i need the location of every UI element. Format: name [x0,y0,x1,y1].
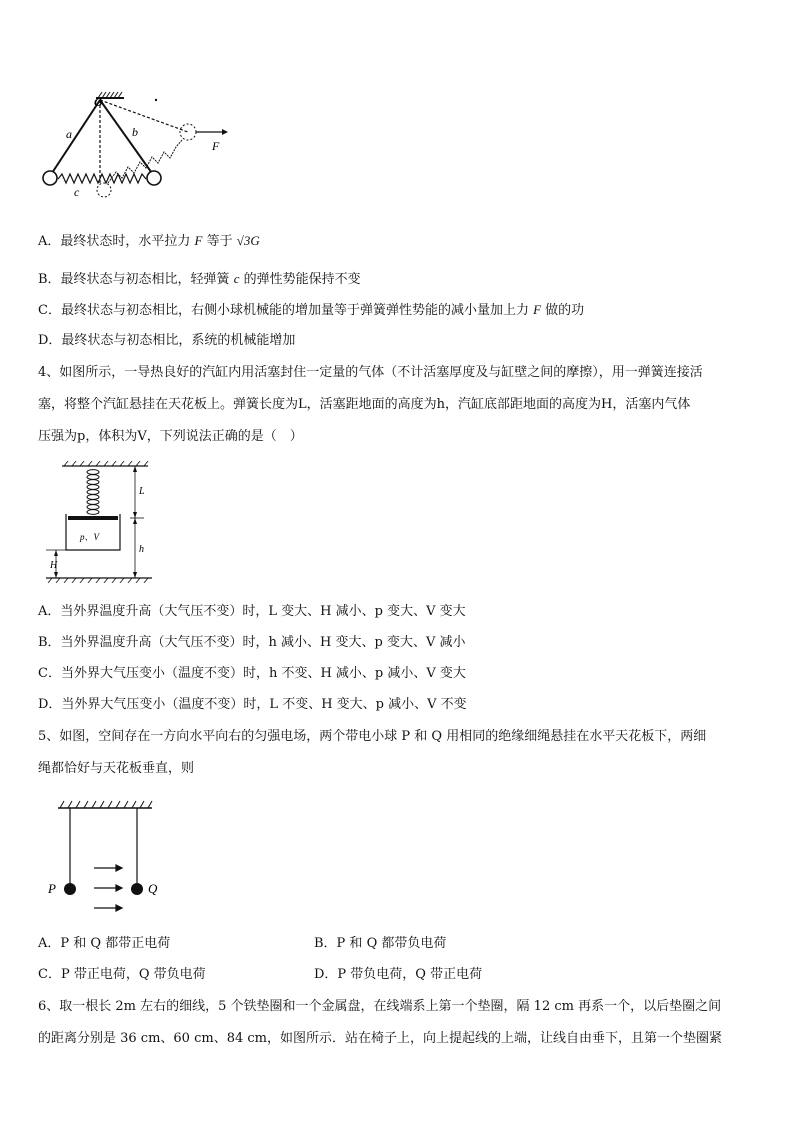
label-F: F [212,139,220,153]
q4-option-d: D．当外界大气压变小（温度不变）时，L 不变、H 变大、p 减小、V 不变 [38,697,467,712]
label-O: O [94,95,103,109]
q3-option-b: B．最终状态与初态相比，轻弹簧 c 的弹性势能保持不变 [38,271,361,287]
q3-option-a: A．最终状态时，水平拉力 F 等于 √3G [38,233,260,249]
q3-option-c: C．最终状态与初态相比，右侧小球机械能的增加量等于弹簧弹性势能的减小量加上力 F 做的功 [38,302,585,318]
label-P: P [48,881,56,896]
q5-option-d: D．P 带负电荷，Q 带正电荷 [314,967,483,982]
label-c: c [74,185,80,199]
label-H: H [50,560,58,571]
q4-stem-line2: 塞，将整个汽缸悬挂在天花板上。弹簧长度为L，活塞距地面的高度为h，汽缸底部距地面的高度为H，活塞内气体 [38,397,691,412]
label-L: L [139,486,145,497]
figure-pendulum-spring [38,88,238,213]
q4-stem-line3: 压强为p，体积为V，下列说法正确的是（ ） [38,429,303,444]
q5-option-b: B．P 和 Q 都带负电荷 [314,936,447,951]
q4-stem-line1: 4、如图所示，一导热良好的汽缸内用活塞封住一定量的气体（不计活塞厚度及与缸壁之间的摩擦），用一弹簧连接活 [38,365,703,380]
q4-option-a: A．当外界温度升高（大气压不变）时，L 变大、H 减小、p 变大、V 变大 [38,604,466,619]
q5-stem-line1: 5、如图，空间存在一方向水平向右的匀强电场，两个带电小球 P 和 Q 用相同的绝缘细绳悬挂在水平天花板下，两细 [38,729,707,744]
q5-option-c: C．P 带正电荷，Q 带负电荷 [38,967,206,982]
label-Q: Q [148,881,158,896]
q4-option-c: C．当外界大气压变小（温度不变）时，h 不变、H 减小、p 减小、V 变大 [38,666,466,681]
q3-option-d: D．最终状态与初态相比，系统的机械能增加 [38,333,296,348]
q6-stem-line2: 的距离分别是 36 cm、60 cm、84 cm，如图所示．站在椅子上，向上提起线的上端，让线自由垂下，且第一个垫圈紧 [38,1031,722,1046]
figure-cylinder-spring [40,458,160,583]
q4-option-b: B．当外界温度升高（大气压不变）时，h 减小、H 变大、p 变大、V 减小 [38,635,466,650]
figure-charged-balls [40,796,170,920]
label-pV: p、V [80,532,99,542]
label-h: h [139,544,144,555]
q6-stem-line1: 6、取一根长 2m 左右的细线，5 个铁垫圈和一个金属盘，在线端系上第一个垫圈，隔 12 cm 再系一个，以后垫圈之间 [38,999,722,1014]
label-b: b [132,125,138,139]
q5-stem-line2: 绳都恰好与天花板垂直，则 [38,761,195,776]
label-a: a [66,127,72,141]
q5-option-a: A．P 和 Q 都带正电荷 [38,936,171,951]
